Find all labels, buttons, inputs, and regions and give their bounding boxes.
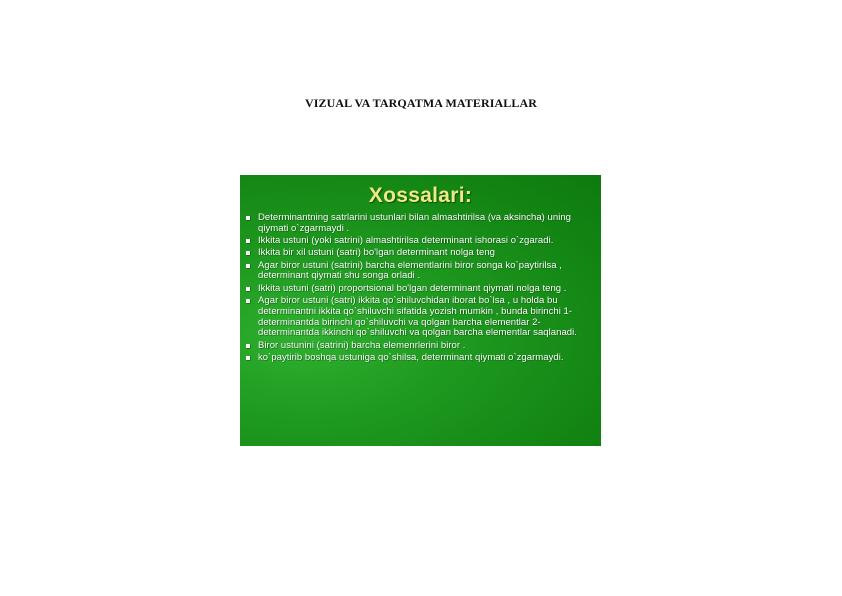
list-item [246,353,596,364]
square-bullet-icon [246,251,250,255]
list-item-text: Agar biror ustuni (satri) ikkita qo`shiluvchidan iborat bo`lsa , u holda bu determinantni ikkita qo`shiluvchi sifatida yozish mumkin , bunda birinchi 1- determinantda birinchi qo`shiluvchi va qolgan barcha elementlar 2- determinantda ikkinchi qo`shiluvchi va qolgan barcha elementlar saqlanadi. [258,295,577,339]
slide-heading: Xossalari: [368,184,473,207]
list-item [246,213,596,235]
list-item-text: ko`paytirib boshqa ustuniga qo`shilsa, determinant qiymati o`zgarmaydi. [258,352,564,364]
bullet-list [246,213,596,365]
document-title: VIZUAL VA TARQATMA MATERIALLAR [304,96,538,110]
list-item [246,341,596,352]
list-item [246,296,596,339]
list-item-text: Biror ustunini (satrini) barcha elemenrlerini biror . [258,339,466,351]
list-item [246,236,596,247]
list-item [246,261,596,283]
list-item [246,284,596,295]
square-bullet-icon [246,216,250,220]
slide-image [240,175,601,446]
list-item [246,248,596,259]
square-bullet-icon [246,287,250,291]
square-bullet-icon [246,264,250,268]
square-bullet-icon [246,356,250,360]
square-bullet-icon [246,344,250,348]
list-item-text: Ikkita ustuni (yoki satrini) almashtirilsa determinant ishorasi o`zgaradi. [258,235,554,247]
list-item-text: Ikkita ustuni (satri) proportsional bo'lgan determinant qiymati nolga teng . [258,282,567,294]
list-item-text: Agar biror ustuni (satrini) barcha elementlarini biror songa ko`paytirilsa , determinant qiymati shu songa orladi . [258,259,562,282]
list-item-text: Ikkita bir xil ustuni (satri) bo'lgan determinant nolga teng [258,247,496,259]
square-bullet-icon [246,239,250,243]
list-item-text: Determinantning satrlarini ustunlari bilan almashtirilsa (va aksincha) uning qiymati o`zgarmaydi . [258,212,572,234]
square-bullet-icon [246,299,250,303]
